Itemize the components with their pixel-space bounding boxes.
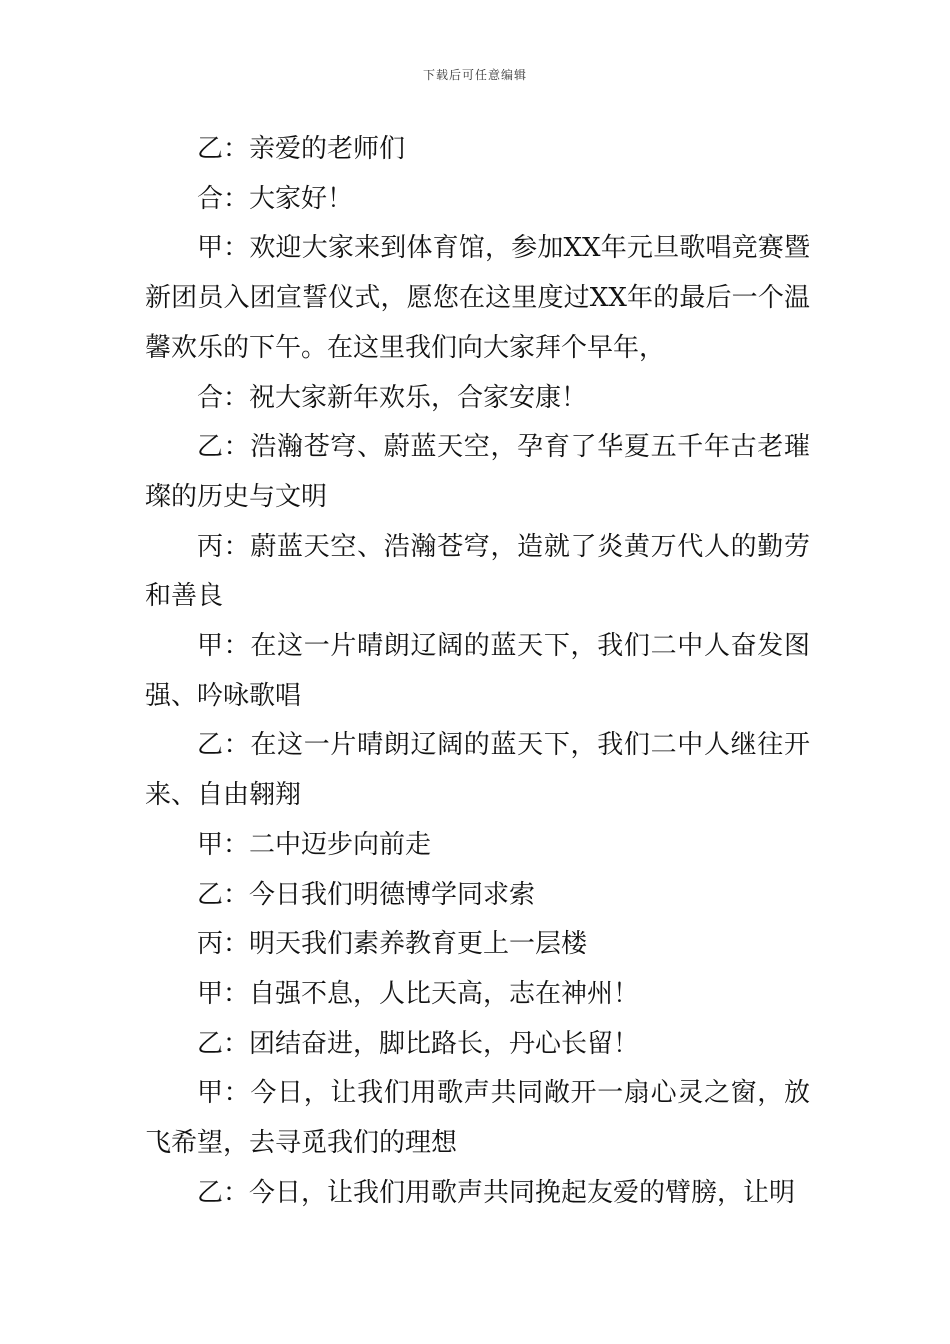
- paragraph: 乙：团结奋进，脚比路长，丹心长留！: [197, 1028, 640, 1059]
- paragraph: 甲：在这一片晴朗辽阔的蓝天下，我们二中人奋发图强、吟咏歌唱: [145, 631, 810, 711]
- header-note: 下载后可任意编辑: [422, 68, 527, 82]
- paragraph: 乙：在这一片晴朗辽阔的蓝天下，我们二中人继往开来、自由翱翔: [145, 730, 810, 811]
- paragraph: 甲：欢迎大家来到体育馆，参加XX年元旦歌唱竞赛暨新团员入团宣誓仪式，愿您在这里度过XX年的最后一个温馨欢乐的下午。在这里我们向大家拜个早年，: [145, 233, 810, 363]
- paragraph: 甲：今日，让我们用歌声共同敞开一扇心灵之窗，放飞希望，去寻觅我们的理想: [145, 1078, 810, 1159]
- paragraph: 甲：自强不息，人比天高，志在神州！: [197, 978, 640, 1009]
- paragraph: 乙：今日，让我们用歌声共同挽起友爱的臂膀，让明: [197, 1177, 796, 1208]
- paragraph: 合：祝大家新年欢乐，合家安康！: [197, 382, 588, 413]
- paragraph: 乙：今日我们明德博学同求索: [197, 879, 536, 910]
- document-body: [145, 125, 810, 1218]
- paragraph: 乙：浩瀚苍穹、蔚蓝天空，孕育了华夏五千年古老璀璨的历史与文明: [145, 432, 810, 512]
- paragraph: 丙：明天我们素养教育更上一层楼: [197, 929, 588, 960]
- paragraph: 乙：亲爱的老师们: [197, 134, 406, 164]
- paragraph: 丙：蔚蓝天空、浩瀚苍穹，造就了炎黄万代人的勤劳和善良: [145, 531, 810, 612]
- paragraph: 甲：二中迈步向前走: [197, 829, 432, 860]
- paragraph: 合：大家好！: [197, 183, 354, 214]
